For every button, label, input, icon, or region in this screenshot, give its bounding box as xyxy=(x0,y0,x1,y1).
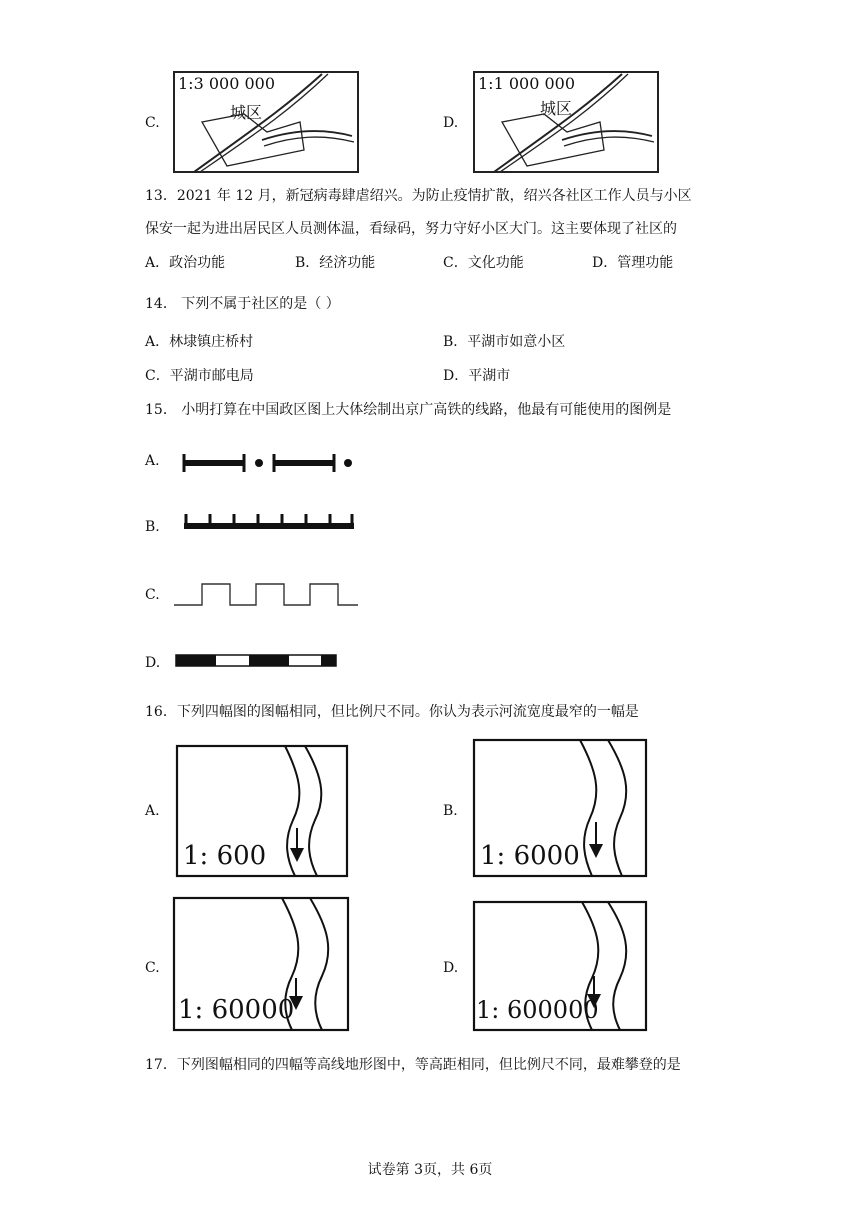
map-d-scale: 1:1 000 000 xyxy=(478,74,575,93)
q16-option-b: B. xyxy=(443,803,458,819)
q14-stem: 14． 下列不属于社区的是（ ） xyxy=(145,296,340,312)
q13-option-b: B．经济功能 xyxy=(295,255,376,271)
q13-option-d: D．管理功能 xyxy=(592,255,674,271)
q13-option-c: C．文化功能 xyxy=(443,255,524,271)
q14-option-a: A．林埭镇庄桥村 xyxy=(145,334,254,350)
q15-option-d: D. xyxy=(145,655,161,671)
map-c-label: 城区 xyxy=(230,103,263,122)
q15-stem: 15． 小明打算在中国政区图上大体绘制出京广高铁的线路，他最有可能使用的图例是 xyxy=(145,402,672,418)
q13-line2: 保安一起为进出居民区人员测体温，看绿码，努力守好小区大门。这主要体现了社区的 xyxy=(145,221,677,237)
river-a-scale: 1: 600 xyxy=(183,841,267,871)
q14-option-b: B．平湖市如意小区 xyxy=(443,334,566,350)
q15-option-b: B. xyxy=(145,519,160,535)
river-map-d xyxy=(472,900,648,1032)
q16-option-d: D. xyxy=(443,960,459,976)
river-map-c xyxy=(172,896,350,1032)
river-d-scale: 1: 600000 xyxy=(476,996,599,1024)
map-c-scale: 1:3 000 000 xyxy=(178,74,275,93)
river-b-scale: 1: 6000 xyxy=(480,841,580,871)
q16-option-a: A. xyxy=(145,803,160,819)
river-map-a xyxy=(175,744,349,878)
q14-option-d: D．平湖市 xyxy=(443,368,511,384)
river-c-scale: 1: 60000 xyxy=(178,995,295,1025)
q15-option-a: A. xyxy=(145,453,160,469)
q16-option-c: C. xyxy=(145,960,160,976)
map-d-label: 城区 xyxy=(540,99,573,118)
q17-stem: 17．下列图幅相同的四幅等高线地形图中，等高距相同，但比例尺不同，最难攀登的是 xyxy=(145,1057,681,1073)
map-option-d xyxy=(472,70,662,174)
q13-line1: 13．2021 年 12 月，新冠病毒肆虐绍兴。为防止疫情扩散，绍兴各社区工作人员与小区 xyxy=(145,188,692,204)
q15-option-c: C. xyxy=(145,587,160,603)
legend-c-symbol xyxy=(172,580,360,610)
option-d-letter: D. xyxy=(443,115,459,131)
q14-option-c: C．平湖市邮电局 xyxy=(145,368,254,384)
q13-option-a: A．政治功能 xyxy=(145,255,226,271)
map-option-c xyxy=(172,70,362,174)
river-map-b xyxy=(472,738,648,878)
legend-a-symbol xyxy=(182,452,357,474)
legend-b-symbol xyxy=(182,512,357,532)
q16-stem: 16．下列四幅图的图幅相同，但比例尺不同。你认为表示河流宽度最窄的一幅是 xyxy=(145,704,639,720)
option-c-letter: C. xyxy=(145,115,160,131)
legend-d-symbol xyxy=(175,654,337,668)
page-footer: 试卷第 3页，共 6页 xyxy=(367,1162,493,1178)
